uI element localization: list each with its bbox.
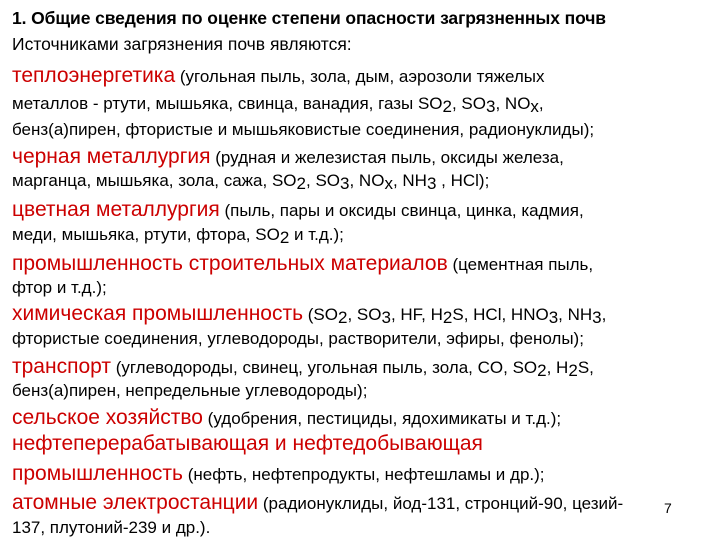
subscript: 3 [340,174,350,193]
subscript: 3 [592,308,602,327]
text-line [12,278,107,298]
text-segment: (цементная пыль, [447,255,594,274]
text-segment: , HF, H [390,305,443,324]
source-heading: теплоэнергетика [12,64,176,87]
text-segment: S, [577,358,594,377]
text-segment: , [601,305,607,324]
text-line [12,225,344,245]
text-line [12,120,594,140]
text-line [12,252,593,276]
text-line [12,355,594,379]
source-heading: черная металлургия [12,145,211,168]
source-heading: сельское хозяйство [12,406,203,429]
text-segment: (угольная пыль, зола, дым, аэрозоли тяжелых [175,67,545,86]
slide-title: 1. Общие сведения по оценке степени опасности загрязненных почв [12,8,606,28]
text-segment: , SO [451,94,486,113]
text-segment: , NO [495,94,531,113]
text-segment: , [538,94,544,113]
source-heading: промышленность [12,462,183,485]
text-line [12,381,367,401]
subscript: x [530,97,539,116]
text-line [12,406,561,430]
text-segment: 137, плутоний-239 и др.). [12,518,211,537]
subscript: 2 [296,174,306,193]
text-segment: марганца, мышьяка, зола, сажа, SO [12,171,297,190]
text-segment: , NH [392,171,427,190]
text-line [12,94,544,114]
source-heading: транспорт [12,355,111,378]
text-line [12,518,210,538]
text-line [12,64,544,88]
text-line [12,491,623,515]
text-segment: (рудная и железистая пыль, оксиды железа, [210,148,564,167]
source-heading: нефтеперерабатывающая и нефтедобывающая [12,432,483,455]
text-line [12,198,584,222]
text-segment: фтор и т.д.); [12,278,107,297]
subscript: 3 [486,97,496,116]
subscript: x [384,174,393,193]
source-heading: промышленность строительных материалов [12,252,448,275]
source-heading: атомные электростанции [12,491,259,514]
text-line [12,171,489,191]
text-segment: фтористые соединения, углеводороды, растворители, эфиры, фенолы); [12,329,584,348]
text-segment: бенз(а)пирен, фтористые и мышьяковистые соединения, радионуклиды); [12,120,595,139]
text-segment: меди, мышьяка, ртути, фтора, SO [12,225,280,244]
text-segment: (пыль, пары и оксиды свинца, цинка, кадмия, [219,201,584,220]
subscript: 2 [537,361,547,380]
text-segment: металлов - ртути, мышьяка, свинца, ванадия, газы SO [12,94,443,113]
subscript: 2 [442,308,453,327]
subscript: 3 [548,308,559,327]
intro-text: Источниками загрязнения почв являются: [12,34,352,54]
text-segment: (SO [303,305,338,324]
text-segment: , NH [558,305,593,324]
text-segment: , HCl); [436,171,490,190]
page-number: 7 [664,500,672,516]
text-line [12,329,584,349]
text-segment: и т.д.); [289,225,344,244]
text-line [12,145,564,169]
subscript: 2 [442,97,452,116]
source-heading: химическая промышленность [12,302,304,325]
text-line [12,432,483,456]
text-segment: (радионуклиды, йод-131, стронций-90, цезий- [258,494,624,513]
text-segment: , SO [306,171,341,190]
subscript: 2 [568,361,578,380]
text-segment: S, HCl, HNO [452,305,549,324]
text-segment: (нефть, нефтепродукты, нефтешламы и др.); [182,465,545,484]
text-line [12,462,545,486]
text-segment: , SO [347,305,382,324]
source-heading: цветная металлургия [12,198,220,221]
subscript: 2 [279,228,290,247]
text-line [12,302,606,326]
text-segment: , NO [349,171,385,190]
text-segment: , H [546,358,569,377]
subscript: 2 [337,308,348,327]
text-segment: (углеводороды, свинец, угольная пыль, зола, CO, SO [110,358,538,377]
text-segment: бенз(а)пирен, непредельные углеводороды); [12,381,368,400]
text-segment: (удобрения, пестициды, ядохимикаты и т.д.); [202,409,562,428]
subscript: 3 [426,174,437,193]
subscript: 3 [381,308,391,327]
